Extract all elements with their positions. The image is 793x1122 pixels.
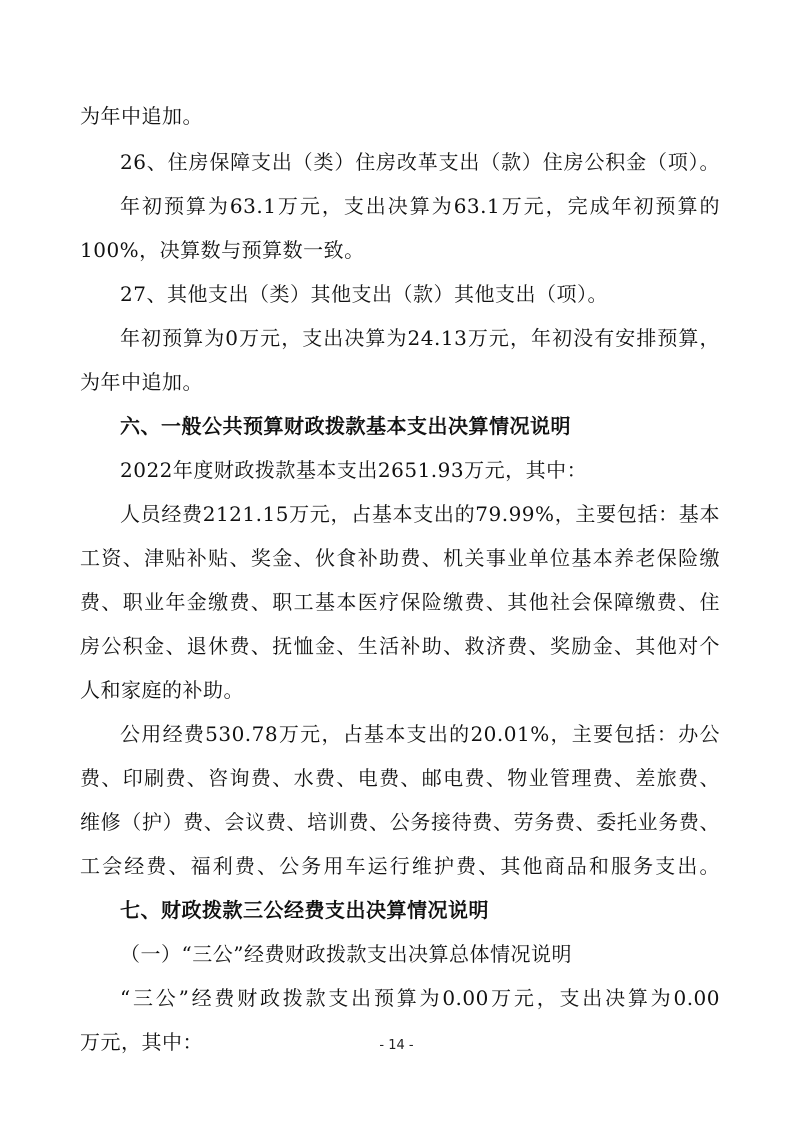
text-line: 年初预算为0万元，支出决算为24.13万元，年初没有安排预算， xyxy=(120,326,720,350)
text-line: 人和家庭的补助。 xyxy=(80,678,244,702)
text-line: 为年中追加。 xyxy=(80,370,203,394)
text-line: 公用经费530.78万元，占基本支出的20.01%，主要包括：办公 xyxy=(120,722,720,746)
text-line: 100%，决算数与预算数一致。 xyxy=(80,238,365,262)
text-line: 房公积金、退休费、抚恤金、生活补助、救济费、奖励金、其他对个 xyxy=(80,634,720,658)
section-seven-heading: 七、财政拨款三公经费支出决算情况说明 xyxy=(120,898,489,922)
page-number: - 14 - xyxy=(379,1038,414,1053)
item-26-heading: 26、住房保障支出（类）住房改革支出（款）住房公积金（项）。 xyxy=(120,150,720,174)
text-line: 年初预算为63.1万元，支出决算为63.1万元，完成年初预算的 xyxy=(120,194,720,218)
subsection-heading: （一）“三公”经费财政拨款支出决算总体情况说明 xyxy=(120,942,572,966)
text-line: 工资、津贴补贴、奖金、伙食补助费、机关事业单位基本养老保险缴 xyxy=(80,546,720,570)
text-line: 维修（护）费、会议费、培训费、公务接待费、劳务费、委托业务费、 xyxy=(80,810,720,834)
text-line: “三公”经费财政拨款支出预算为0.00万元，支出决算为0.00 xyxy=(120,986,720,1010)
text-line: 人员经费2121.15万元，占基本支出的79.99%，主要包括：基本 xyxy=(120,502,720,526)
text-line: 费、印刷费、咨询费、水费、电费、邮电费、物业管理费、差旅费、 xyxy=(80,766,720,790)
text-line: 2022年度财政拨款基本支出2651.93万元，其中： xyxy=(120,458,588,482)
text-line: 万元，其中： xyxy=(80,1030,203,1054)
item-27-heading: 27、其他支出（类）其他支出（款）其他支出（项）。 xyxy=(120,282,608,306)
section-six-heading: 六、一般公共预算财政拨款基本支出决算情况说明 xyxy=(120,414,571,438)
text-line: 费、职业年金缴费、职工基本医疗保险缴费、其他社会保障缴费、住 xyxy=(80,590,720,614)
text-line: 为年中追加。 xyxy=(80,104,203,128)
text-line: 工会经费、福利费、公务用车运行维护费、其他商品和服务支出。 xyxy=(80,854,720,878)
